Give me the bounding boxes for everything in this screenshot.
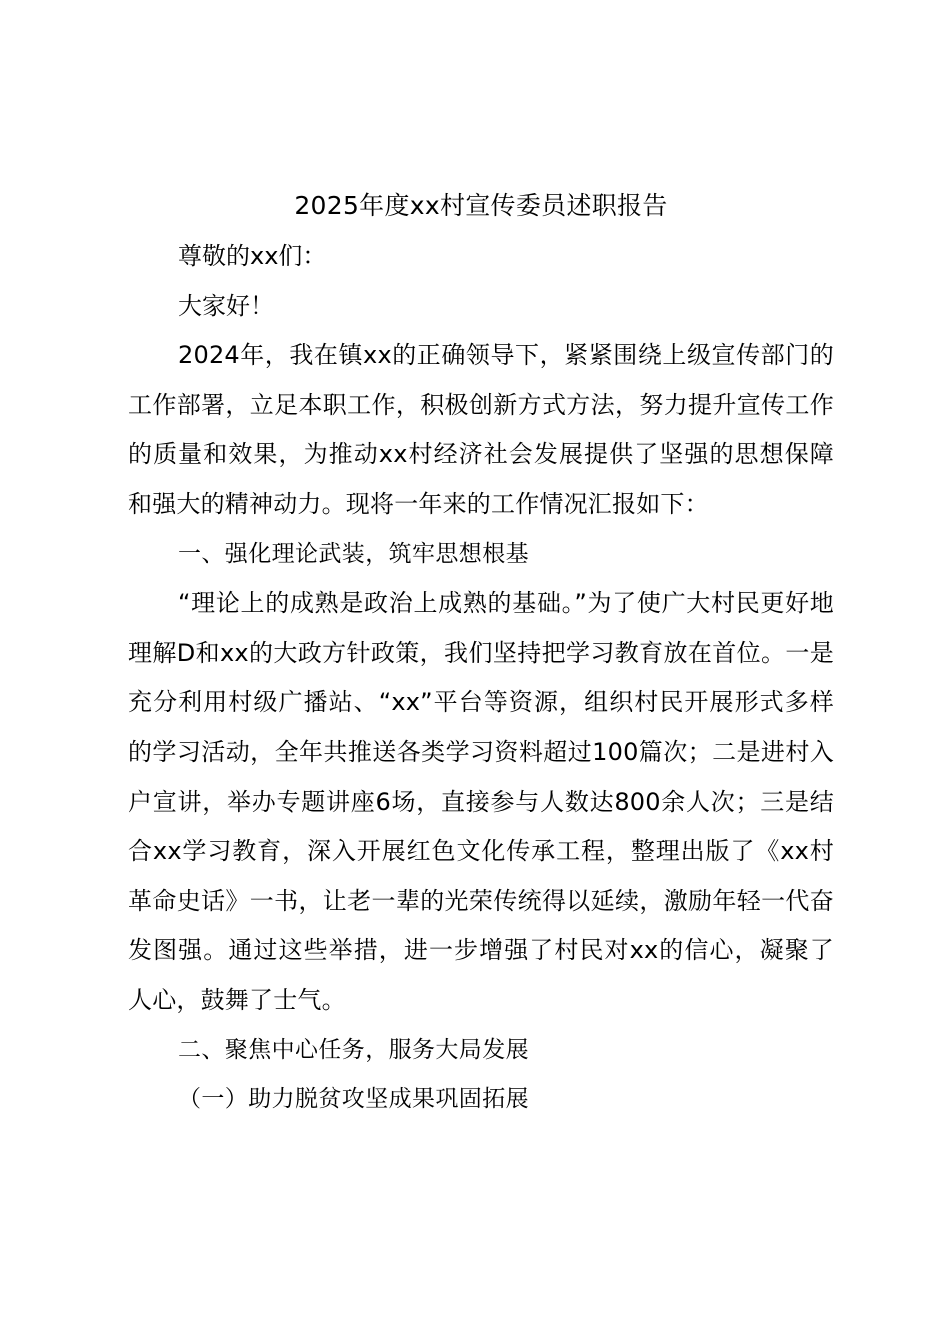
section-1-heading: 一、强化理论武装，筑牢思想根基 (178, 540, 529, 567)
document-body (128, 182, 834, 1125)
greeting: 大家好！ (178, 291, 274, 320)
salutation: 尊敬的xx们： (178, 242, 327, 270)
section-2-subheading-1: （一）助力脱贫攻坚成果巩固拓展 (178, 1086, 529, 1113)
intro-paragraph: 2024年，我在镇xx的正确领导下，紧紧围绕上级宣传部门的工作部署，立足本职工作，积极创新方式方法，努力提升宣传工作的质量和效果，为推动xx村经济社会发展提供了坚强的思想保障和强大的精神动力。现将一年来的工作情况汇报如下： (128, 341, 834, 518)
document-title: 2025年度xx村宣传委员述职报告 (294, 191, 668, 220)
section-1-paragraph: “理论上的成熟是政治上成熟的基础。”为了使广大村民更好地理解D和xx的大政方针政策，我们坚持把学习教育放在首位。一是充分利用村级广播站、“xx”平台等资源，组织村民开展形式多样的学习活动，全年共推送各类学习资料超过100篇次；二是进村入户宣讲，举办专题讲座6场，直接参与人数达800余人次；三是结合xx学习教育，深入开展红色文化传承工程，整理出版了《xx村革命史话》一书，让老一辈的光荣传统得以延续，激励年轻一代奋发图强。通过这些举措，进一步增强了村民对xx的信心，凝聚了人心，鼓舞了士气。 (128, 589, 834, 1014)
section-2-heading: 二、聚焦中心任务，服务大局发展 (178, 1036, 529, 1063)
